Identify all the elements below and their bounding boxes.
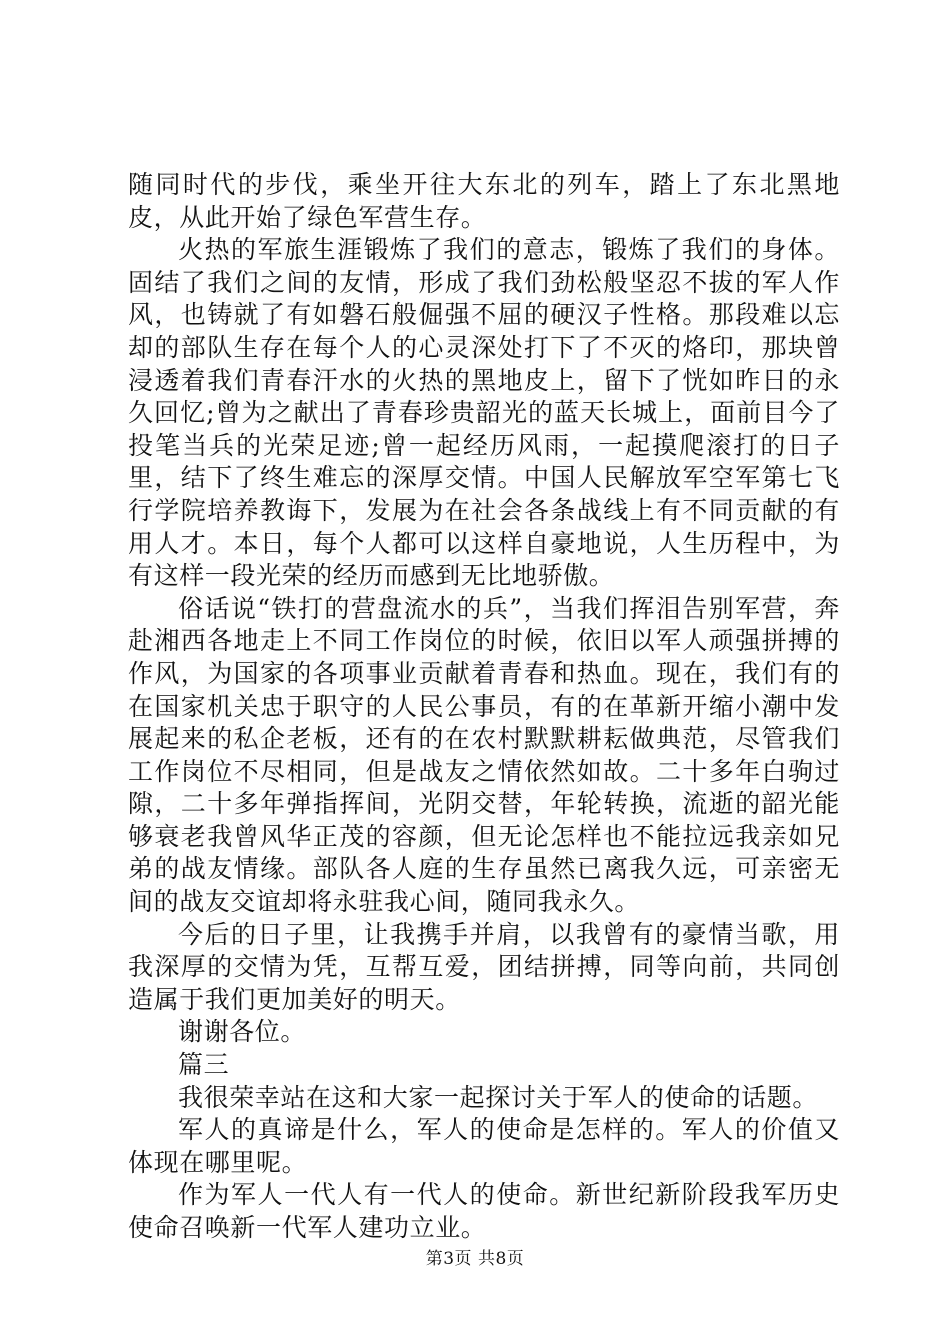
- section-heading: 篇三: [178, 1050, 230, 1080]
- paragraph-5: 谢谢各位。: [178, 1017, 307, 1047]
- body-text: [128, 169, 840, 1245]
- page-footer: 第3页 共8页: [425, 1249, 525, 1269]
- paragraph-3: 俗话说“铁打的营盘流水的兵”，当我们挥泪告别军营，奔赴湘西各地走上不同工作岗位的时候，依旧以军人顽强拼搏的作风，为国家的各项事业贡献着青春和热血。现在，我们有的在国家机关忠于职守的人民公事员，有的在革新开缩小潮中发展起来的私企老板，还有的在农村默默耕耘做典范，尽管我们工作岗位不尽相同，但是战友之情依然如故。二十多年白驹过隙，二十多年弹指挥间，光阴交替，年轮转换，流逝的韶光能够衰老我曾风华正茂的容颜，但无论怎样也不能拉远我亲如兄弟的战友情缘。部队各人庭的生存虽然已离我久远，可亲密无间的战友交谊却将永驻我心间，随同我永久。: [128, 593, 840, 917]
- paragraph-4: 今后的日子里，让我携手并肩，以我曾有的豪情当歌，用我深厚的交情为凭，互帮互爱，团结拼搏，同等向前，共同创造属于我们更加美好的明天。: [128, 919, 840, 1014]
- paragraph-9: 作为军人一代人有一代人的使命。新世纪新阶段我军历史使命召唤新一代军人建功立业。: [128, 1180, 840, 1242]
- paragraph-7: 我很荣幸站在这和大家一起探讨关于军人的使命的话题。: [178, 1082, 819, 1112]
- paragraph-1: 随同时代的步伐，乘坐开往大东北的列车，踏上了东北黑地皮，从此开始了绿色军营生存。: [128, 170, 840, 232]
- paragraph-2: 火热的军旅生涯锻炼了我们的意志，锻炼了我们的身体。固结了我们之间的友情，形成了我们劲松般坚忍不拔的军人作风，也铸就了有如磐石般倔强不屈的硬汉子性格。那段难以忘却的部队生存在每个人的心灵深处打下了不灭的烙印，那块曾浸透着我们青春汗水的火热的黑地皮上，留下了恍如昨日的永久回忆;曾为之献出了青春珍贵韶光的蓝天长城上，面前目今了投笔当兵的光荣足迹;曾一起经历风雨，一起摸爬滚打的日子里，结下了终生难忘的深厚交情。中国人民解放军空军第七飞行学院培养教诲下，发展为在社会各条战线上有不同贡献的有用人才。本日，每个人都可以这样自豪地说，人生历程中，为有这样一段光荣的经历而感到无比地骄傲。: [128, 235, 840, 591]
- paragraph-8: 军人的真谛是什么，军人的使命是怎样的。军人的价值又体现在哪里呢。: [128, 1115, 840, 1177]
